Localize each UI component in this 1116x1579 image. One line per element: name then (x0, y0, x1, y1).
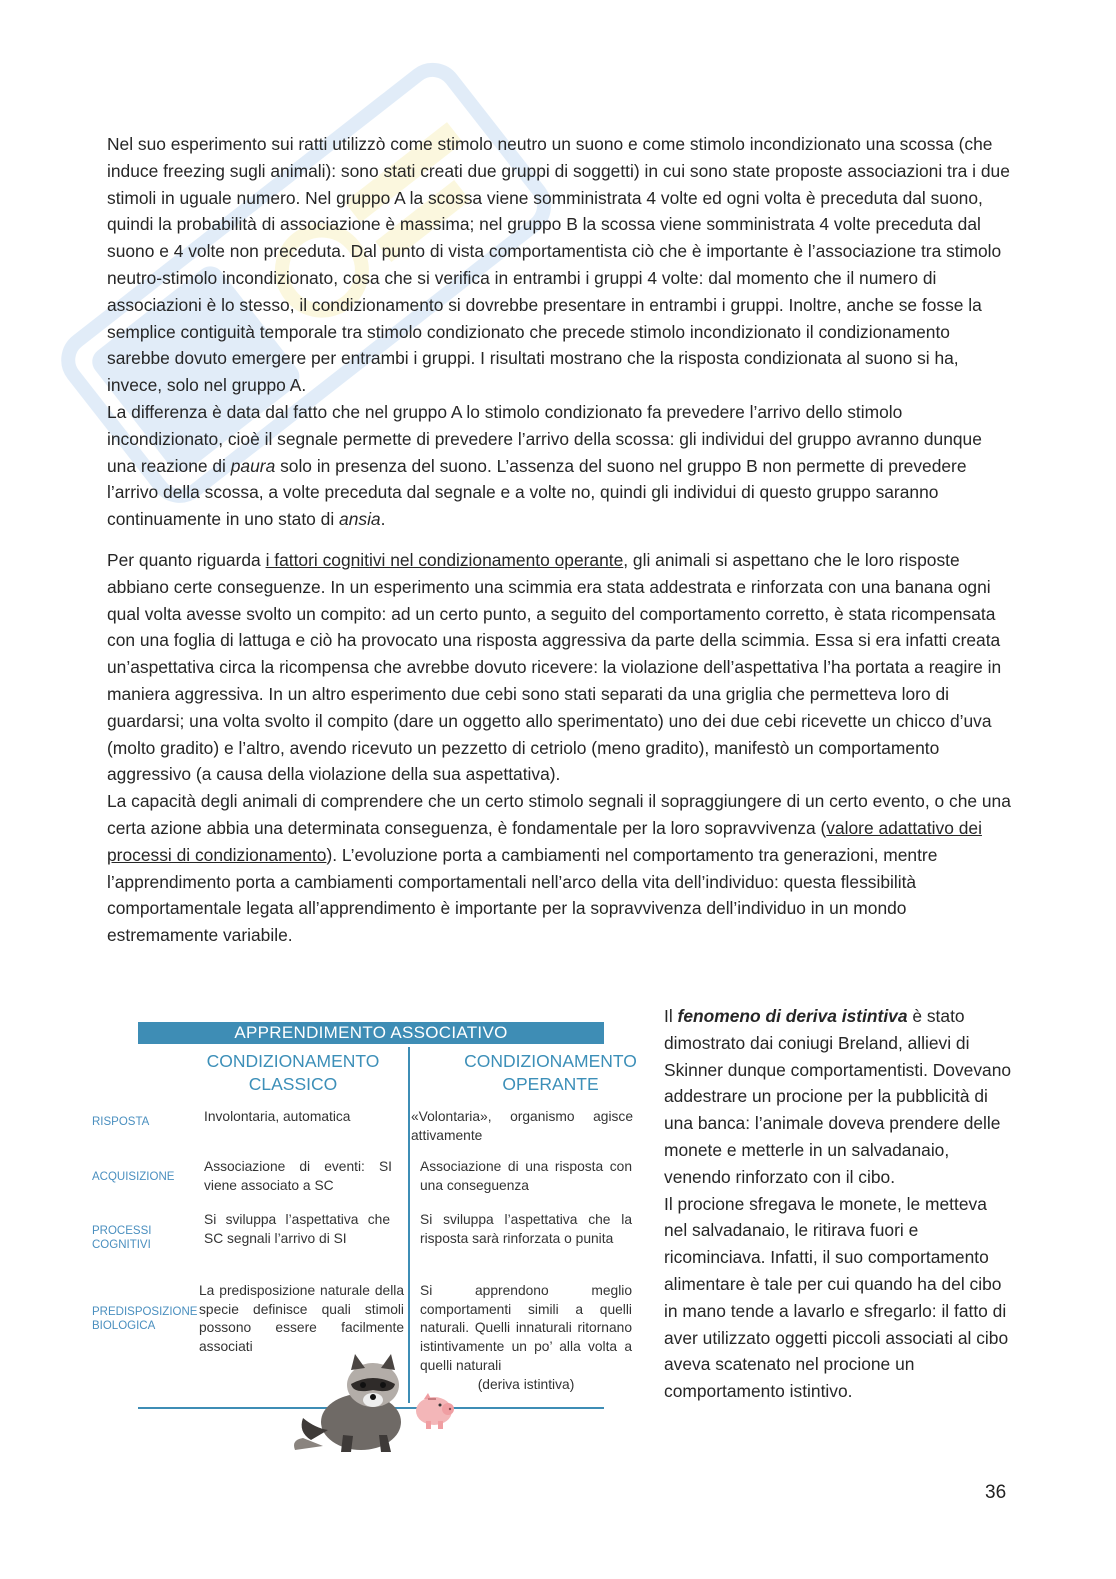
sidebar-text (664, 1003, 1014, 1405)
row-label-processi-cognitivi: PROCESSI COGNITIVI (92, 1225, 152, 1251)
piggy-bank-icon (410, 1385, 458, 1433)
row-label-predisposizione-biologica: PREDISPOSIZIONE BIOLOGICA (92, 1306, 198, 1332)
side-paragraph-2: Il procione sfregava le monete, le metteva nel salvadanaio, le ritirava fuori e ricominciava. Infatti, il suo comportamento alimentare è tale per cui quando ha del cibo in mano tende a lavarlo e sfregarlo: il fatto di aver utilizzato oggetti piccoli associati al cibo aveva scatenato nel procione un comportamento istintivo. (664, 1193, 1009, 1402)
row-label-risposta: RISPOSTA (92, 1116, 150, 1128)
cell-deriva-istintiva: (deriva istintiva) (477, 1377, 575, 1392)
cell-predisposizione-classico: La predisposizione naturale della specie definisce quali stimoli possono essere facilmente associati (199, 1283, 404, 1355)
cell-acquisizione-operante: Associazione di una risposta con una conseguenza (420, 1159, 632, 1193)
underlined-topic-fattori-cognitivi: i fattori cognitivi nel condizionamento operante (265, 549, 624, 570)
page-number: 36 (985, 1482, 1007, 1503)
cell-processi-classico: Si sviluppa l’aspettativa che SC segnali l’arrivo di SI (204, 1212, 390, 1246)
column-classico: CONDIZIONAMENTO CLASSICO (206, 1051, 380, 1094)
raccoon-illustration (293, 1340, 413, 1455)
row-label-acquisizione: ACQUISIZIONE (92, 1171, 175, 1183)
emphasis-ansia: ansia (339, 509, 381, 530)
cell-acquisizione-classico: Associazione di eventi: SI viene associato a SC (204, 1159, 392, 1193)
underlined-topic-valore-adattativo: valore adattativo dei processi di condizionamento (107, 817, 982, 865)
cell-predisposizione-operante: Si apprendono meglio comportamenti simili a quelli naturali. Quelli innaturali ritornano istintivamente un po’ alla volta a quelli naturali (420, 1283, 632, 1373)
emphasis-paura: paura (230, 455, 276, 476)
paragraph-2: La differenza è data dal fatto che nel gruppo A lo stimolo condizionato fa prevedere l’arrivo dello stimolo incondizionato, cioè il segnale permette di prevedere l’arrivo della scossa: gli individui del gruppo avranno dunque una reazione di paura solo in presenza del suono. L’assenza del suono nel gruppo B non permette di prevedere l’arrivo della scossa, a volte preceduta dal segnale e a volte no, quindi gli individui di questo gruppo saranno continuamente in uno stato di ansia. (107, 401, 982, 530)
bold-term-deriva-istintiva: fenomeno di deriva istintiva (677, 1006, 908, 1026)
associative-learning-table (88, 1020, 654, 1460)
cell-risposta-classico: Involontaria, automatica (204, 1109, 351, 1124)
paragraph-4: La capacità degli animali di comprendere che un certo stimolo segnali il sopraggiungere di un certo evento, o che una certa azione abbia una determinata conseguenza, è fondamentale per la loro sopravvivenza (valore adattativo dei processi di condizionamento). L’evoluzione porta a cambiamenti nel comportamento tra generazioni, mentre l’apprendimento porta a cambiamenti comportamentali nell’arco della vita dell’individuo: questa flessibilità comportamentale legata all’apprendimento è importante per la sopravvivenza dell’individuo in un mondo estremamente variabile. (107, 791, 1011, 946)
column-operante: CONDIZIONAMENTO OPERANTE (464, 1051, 637, 1094)
table-header: APPRENDIMENTO ASSOCIATIVO (138, 1022, 604, 1044)
side-paragraph-1: Il fenomeno di deriva istintiva è stato dimostrato dai coniugi Breland, allievi di Skinner dunque comportamentisti. Dovevano addestrare un procione per la pubblicità di una banca: l’animale doveva prendere delle monete e metterle in un salvadanaio, venendo rinforzato con il cibo. (664, 1006, 1012, 1187)
paragraph-1: Nel suo esperimento sui ratti utilizzò come stimolo neutro un suono e come stimolo incondizionato una scossa (che induce freezing sugli animali): sono stati creati due gruppi di soggetti) in cui sono state proposte associazioni tra i due stimoli in uguale numero. Nel gruppo A la scossa viene somministrata 4 volte ed ogni volta è preceduta dal suono, quindi la probabilità di associazione è massima; nel gruppo B la scossa viene somministrata 4 volte preceduta dal suono e 4 volte non preceduta. Dal punto di vista comportamentista ciò che è importante è l’associazione tra stimolo neutro-stimolo incondizionato, cosa che si verifica in entrambi i gruppi 4 volte: dal momento che il numero di associazioni è lo stesso, il condizionamento si dovrebbe presentare in entrambi i gruppi. Inoltre, anche se fosse la semplice contiguità temporale tra stimolo condizionato che precede stimolo incondizionato il condizionamento sarebbe dovuto emergere per entrambi i gruppi. I risultati mostrano che la risposta condizionata al suono si ha, invece, solo nel gruppo A. (107, 134, 1010, 396)
cell-processi-operante: Si sviluppa l’aspettativa che la risposta sarà rinforzata o punita (420, 1212, 632, 1246)
paragraph-3: Per quanto riguarda i fattori cognitivi nel condizionamento operante, gli animali si aspettano che le loro risposte abbiano certe conseguenze. In un esperimento una scimmia era stata addestrata e rinforzata con una banana ogni qual volta avesse svolto un compito: ad un certo punto, a seguito del comportamento corretto, è stata ricompensata con una foglia di lattuga e ciò ha provocato una risposta aggressiva da parte della scimmia. Essa si era infatti creata un’aspettativa circa la ricompensa che avrebbe dovuto ricevere: la violazione dell’aspettativa l’ha portata a reagire in maniera aggressiva. In un altro esperimento due cebi sono stati separati da una griglia che permetteva loro di guardarsi; una volta svolto il compito (dare un oggetto allo sperimentato) uno dei due cebi ricevette un chicco d’uva (molto gradito) e l’altro, avendo ricevuto un pezzetto di cetriolo (meno gradito), manifestò un comportamento aggressivo (a causa della violazione della sua aspettativa). (107, 549, 1002, 785)
main-text (107, 131, 1012, 949)
cell-risposta-operante: «Volontaria», organismo agisce attivamente (411, 1109, 633, 1143)
